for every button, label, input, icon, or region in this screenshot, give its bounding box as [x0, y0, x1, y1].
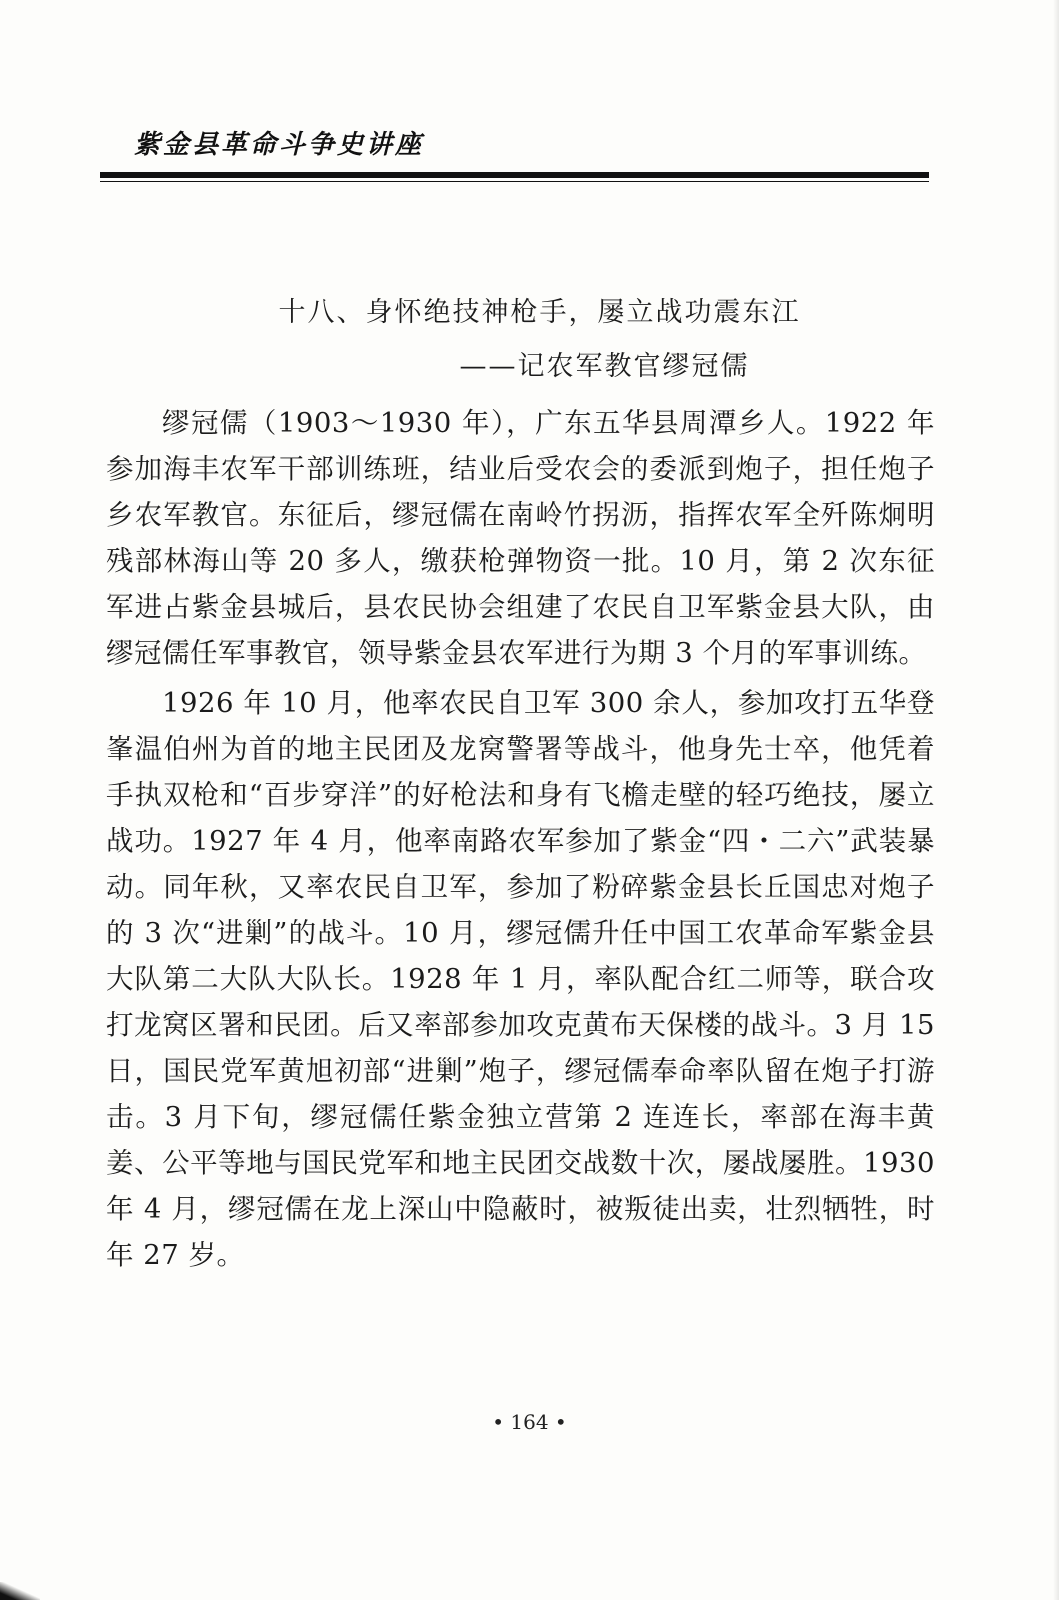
scan-corner-mark: [0, 1582, 40, 1600]
page-number: • 164 •: [492, 1410, 567, 1434]
article-title: 十八、身怀绝技神枪手，屡立战功震东江: [278, 297, 801, 328]
paragraph: 1926 年 10 月，他率农民自卫军 300 余人，参加攻打五华登峯温伯州为首的地主民团及龙窝警署等战斗，他身先士卒，他凭着手执双枪和“百步穿洋”的好枪法和身有飞檐走壁的轻巧绝技，屡立战功。1927 年 4 月，他率南路农军参加了紫金“四・二六”武装暴动。同年秋，又率农民自卫军，参加了粉碎紫金县长丘国忠对炮子的 3 次“进剿”的战斗。10 月，缪冠儒升任中国工农革命军紫金县大队第二大队大队长。1928 年 1 月，率队配合红二师等，联合攻打龙窝区署和民团。后又率部参加攻克黄布天保楼的战斗。3 月 15 日，国民党军黄旭初部“进剿”炮子，缪冠儒奉命率队留在炮子打游击。3 月下旬，缪冠儒任紫金独立营第 2 连连长，率部在海丰黄姜、公平等地与国民党军和地主民团交战数十次，屡战屡胜。1930 年 4 月，缪冠儒在龙上深山中隐蔽时，被叛徒出卖，壮烈牺牲，时年 27 岁。: [106, 687, 935, 1271]
running-header-title: 紫金县革命斗争史讲座: [134, 130, 425, 160]
article-subtitle: ——记农军教官缪冠儒: [459, 351, 750, 382]
header-rule-thick: [100, 172, 929, 178]
page-edge-shadow: [1053, 0, 1059, 1600]
paragraph: 缪冠儒（1903～1930 年），广东五华县周潭乡人。1922 年参加海丰农军干部训练班，结业后受农会的委派到炮子，担任炮子乡农军教官。东征后，缪冠儒在南岭竹拐沥，指挥农军全歼陈炯明残部林海山等 20 多人，缴获枪弹物资一批。10 月，第 2 次东征军进占紫金县城后，县农民协会组建了农民自卫军紫金县大队，由缪冠儒任军事教官，领导紫金县农军进行为期 3 个月的军事训练。: [106, 407, 935, 669]
header-rule-thin: [100, 181, 929, 182]
article-body: [106, 400, 935, 1282]
